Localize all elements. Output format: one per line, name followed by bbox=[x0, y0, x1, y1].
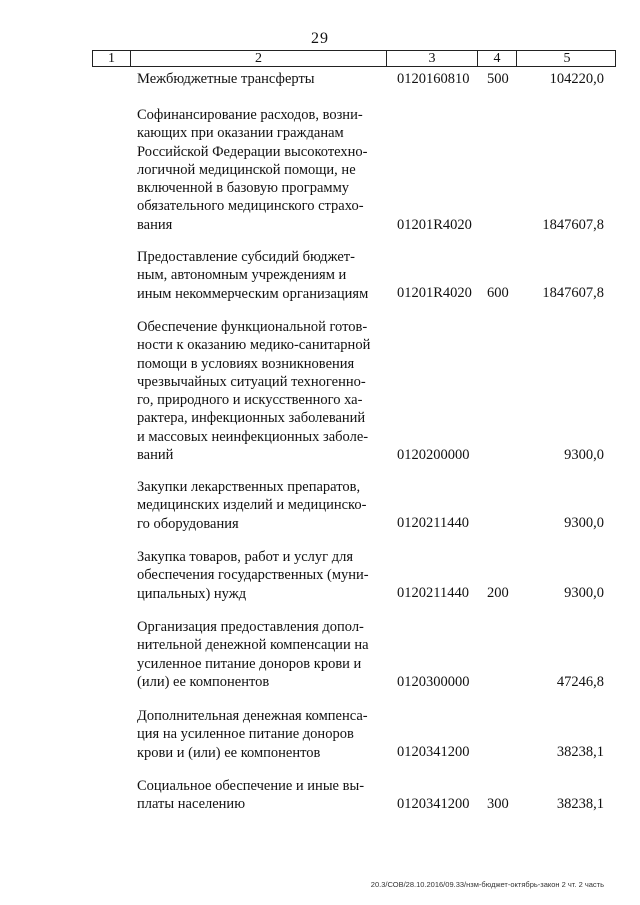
row-amount: 38238,1 bbox=[556, 796, 604, 812]
row-name: Закупка товаров, работ и услуг для обеспечения государственных (муни- ципальных) нужд bbox=[137, 549, 369, 602]
column-header-4: 4 bbox=[478, 51, 517, 67]
row-kind: 500 bbox=[487, 71, 509, 87]
row-amount: 9300,0 bbox=[564, 585, 604, 601]
row-name: Закупки лекарственных препаратов, медицинских изделий и медицинско- го оборудования bbox=[137, 479, 367, 532]
column-header-3: 3 bbox=[387, 51, 478, 67]
row-name: Социальное обеспечение и иные вы- платы населению bbox=[137, 778, 365, 813]
row-amount: 1847607,8 bbox=[542, 285, 604, 301]
row-name: Обеспечение функциональной готов- ности к оказанию медико-санитарной помощи в условиях возникновения чрезвычайных ситуаций техногенно- го, природного и искусственного ха- рактера, инфекционных заболеваний и массовых неинфекционных заболе- ваний bbox=[137, 319, 371, 464]
row-code: 01201R4020 bbox=[397, 217, 472, 233]
column-header-5: 5 bbox=[563, 51, 571, 66]
row-name: Межбюджетные трансферты bbox=[137, 71, 315, 87]
row-code: 0120341200 bbox=[397, 796, 470, 812]
row-amount: 104220,0 bbox=[549, 71, 604, 87]
row-name: Софинансирование расходов, возни- кающих при оказании гражданам Российской Федерации высокотехно- логичной медицинской помощи, не включенной в базовую программу обязательного медицинского страхо- вания bbox=[137, 107, 368, 233]
document-footer: 20.3/СОВ/28.10.2016/09.33/нзм-бюджет-октябрь-закон 2 чт. 2 часть bbox=[370, 880, 604, 889]
column-header-1: 1 bbox=[93, 51, 131, 67]
row-code: 0120211440 bbox=[397, 585, 469, 601]
row-code: 01201R4020 bbox=[397, 285, 472, 301]
row-amount: 38238,1 bbox=[556, 744, 604, 760]
row-amount: 1847607,8 bbox=[542, 217, 604, 233]
column-header-row bbox=[92, 50, 616, 67]
page-number: 29 bbox=[311, 30, 329, 47]
row-code: 0120160810 bbox=[397, 71, 470, 87]
row-code: 0120200000 bbox=[397, 447, 470, 463]
row-kind: 300 bbox=[487, 796, 509, 812]
row-name: Предоставление субсидий бюджет- ным, автономным учреждениям и иным некоммерческим организациям bbox=[137, 249, 369, 302]
row-kind: 600 bbox=[487, 285, 509, 301]
row-amount: 47246,8 bbox=[556, 674, 604, 690]
row-name: Дополнительная денежная компенса- ция на усиленное питание доноров крови и (или) ее компонентов bbox=[137, 708, 368, 761]
row-code: 0120300000 bbox=[397, 674, 470, 690]
row-amount: 9300,0 bbox=[564, 447, 604, 463]
column-header-2: 2 bbox=[131, 51, 387, 67]
row-name: Организация предоставления допол- нительной денежной компенсации на усиленное питание доноров крови и (или) ее компонентов bbox=[137, 619, 369, 690]
row-kind: 200 bbox=[487, 585, 509, 601]
row-code: 0120211440 bbox=[397, 515, 469, 531]
row-amount: 9300,0 bbox=[564, 515, 604, 531]
row-code: 0120341200 bbox=[397, 744, 470, 760]
